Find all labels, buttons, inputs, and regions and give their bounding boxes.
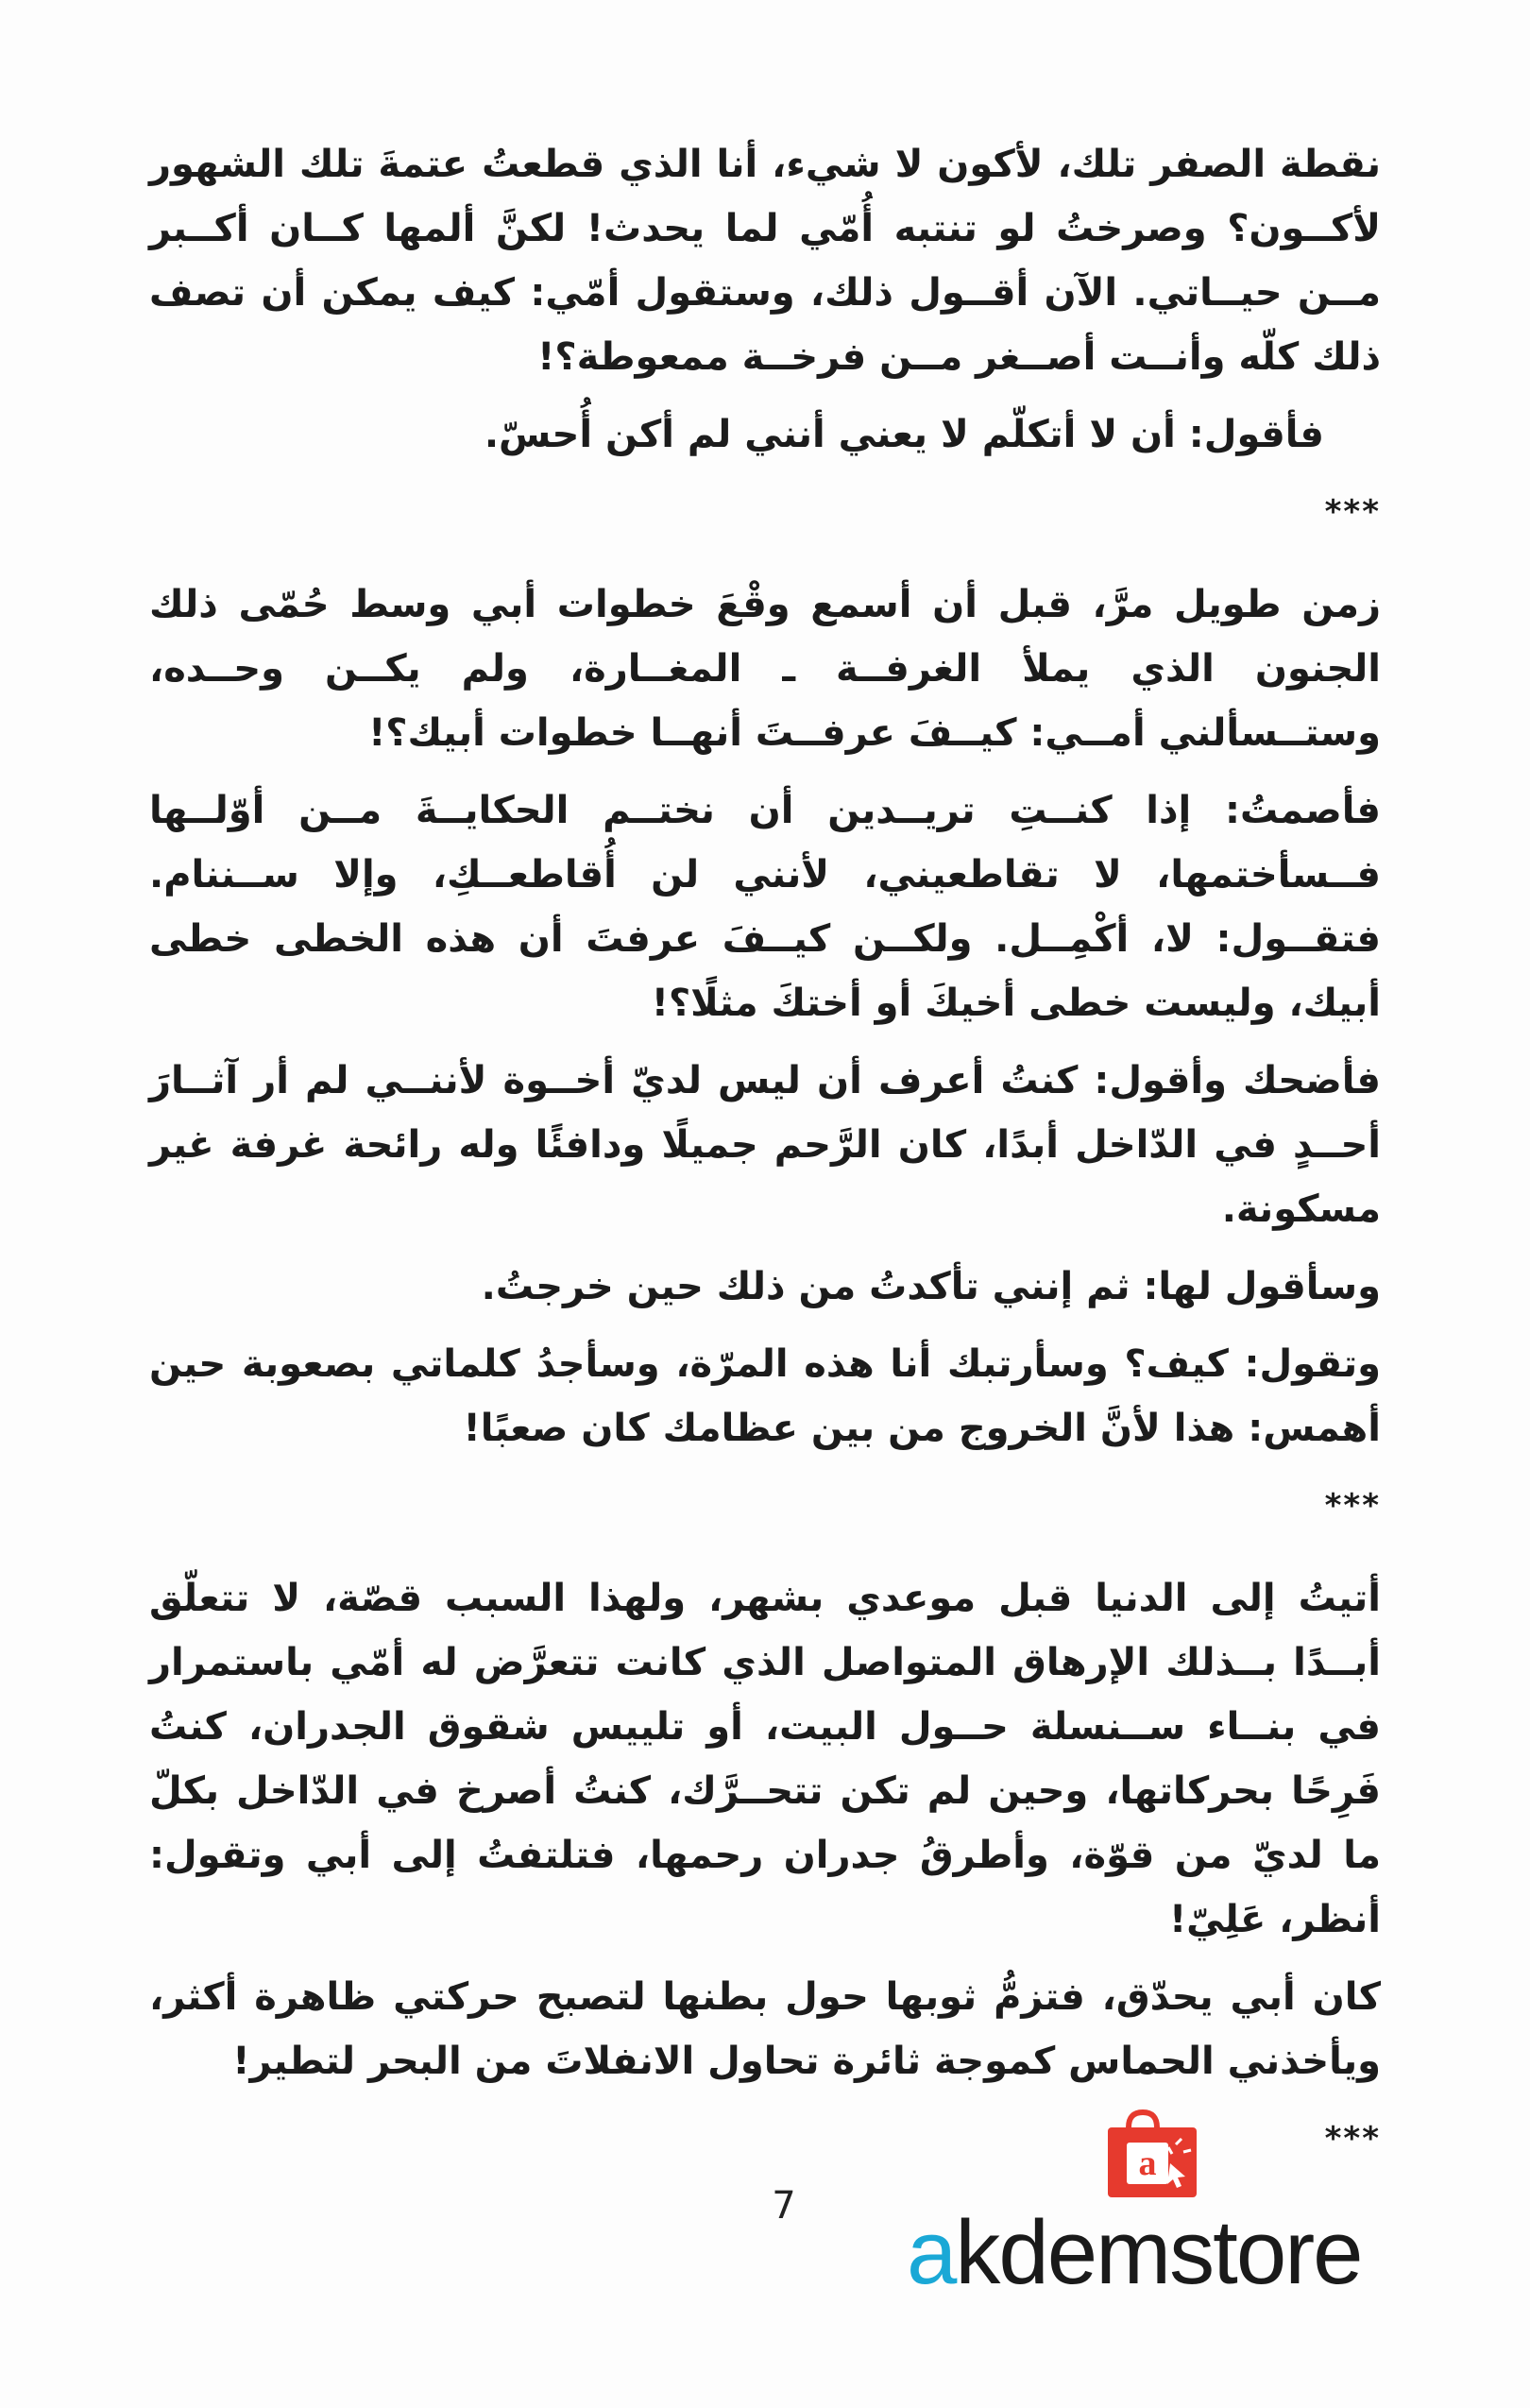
store-logo [907, 2107, 1398, 2303]
paragraph: فأضحك وأقول: كنتُ أعرف أن ليس لديّ أخــوة لأننــي لم أر آثــارَ أحــدٍ في الدّاخل أبدًا، كان الرَّحم جميلًا ودافئًا وله رائحة غرفة غير مسكونة. [149, 1059, 1381, 1231]
logo-prefix: a [907, 2202, 956, 2303]
paragraph: وسأقول لها: ثم إنني تأكدتُ من ذلك حين خرجتُ. [481, 1265, 1381, 1308]
body-text [149, 132, 1381, 2199]
paragraph: فأقول: أن لا أتكلّم لا يعني أنني لم أكن أُحسّ. [484, 413, 1324, 456]
section-separator: *** [1324, 2120, 1381, 2158]
logo-rest: kdemstore [955, 2202, 1362, 2303]
section-separator: *** [1324, 493, 1381, 531]
paragraph: نقطة الصفر تلك، لأكون لا شيء، أنا الذي قطعتُ عتمةَ تلك الشهور لأكــون؟ وصرختُ لو تنتبه أُمّي لما يحدث! لكنَّ ألمها كــان أكــبر مــن حيــاتي. الآن أقــول ذلك، وستقول أمّي: كيف يمكن أن تصف ذلك كلّه وأنــت أصــغر مــن فرخــة ممعوطة؟! [149, 143, 1381, 379]
svg-text:a: a [1138, 2143, 1157, 2183]
section-separator: *** [1324, 1487, 1381, 1525]
shopping-bag-icon [1100, 2107, 1204, 2201]
paragraph: زمن طويل مرَّ، قبل أن أسمع وقْعَ خطوات أبي وسط حُمّى ذلك الجنون الذي يملأ الغرفــة ـ المغــارة، ولم يكــن وحــده، وستــسألني أمــي: كيــفَ عرفــتَ أنهــا خطوات أبيك؟! [149, 583, 1381, 755]
page-number: 7 [772, 2184, 796, 2228]
paragraph: وتقول: كيف؟ وسأرتبك أنا هذه المرّة، وسأجدُ كلماتي بصعوبة حين أهمس: هذا لأنَّ الخروج من بين عظامك كان صعبًا! [149, 1342, 1381, 1450]
paragraph: كان أبي يحدّق، فتزمُّ ثوبها حول بطنها لتصبح حركتي ظاهرة أكثر، ويأخذني الحماس كموجة ثائرة تحاول الانفلاتَ من البحر لتطير! [149, 1975, 1381, 2083]
logo-wordmark [907, 2201, 1398, 2305]
paragraph: أتيتُ إلى الدنيا قبل موعدي بشهر، ولهذا السبب قصّة، لا تتعلّق أبــدًا بــذلك الإرهاق المتواصل الذي كانت تتعرَّض له أمّي باستمرار في بنــاء ســنسلة حــول البيت، أو تلييس شقوق الجدران، كنتُ فَرِحًا بحركاتها، وحين لم تكن تتحــرَّك، كنتُ أصرخ في الدّاخل بكلّ ما لديّ من قوّة، وأطرقُ جدران رحمها، فتلتفتُ إلى أبي وتقول: أنظر، عَلِيّ! [149, 1577, 1381, 1941]
paragraph: فأصمتُ: إذا كنــتِ تريــدين أن نختــم الحكايــةَ مــن أوّلــها فــسأختمها، لا تقاطعيني، لأنني لن أُقاطعــكِ، وإلا ســننام. فتقــول: لا، أكْمِــل. ولكــن كيــفَ عرفتَ أن هذه الخطى خطى أبيك، وليست خطى أخيكَ أو أختكَ مثلًا؟! [149, 789, 1381, 1025]
